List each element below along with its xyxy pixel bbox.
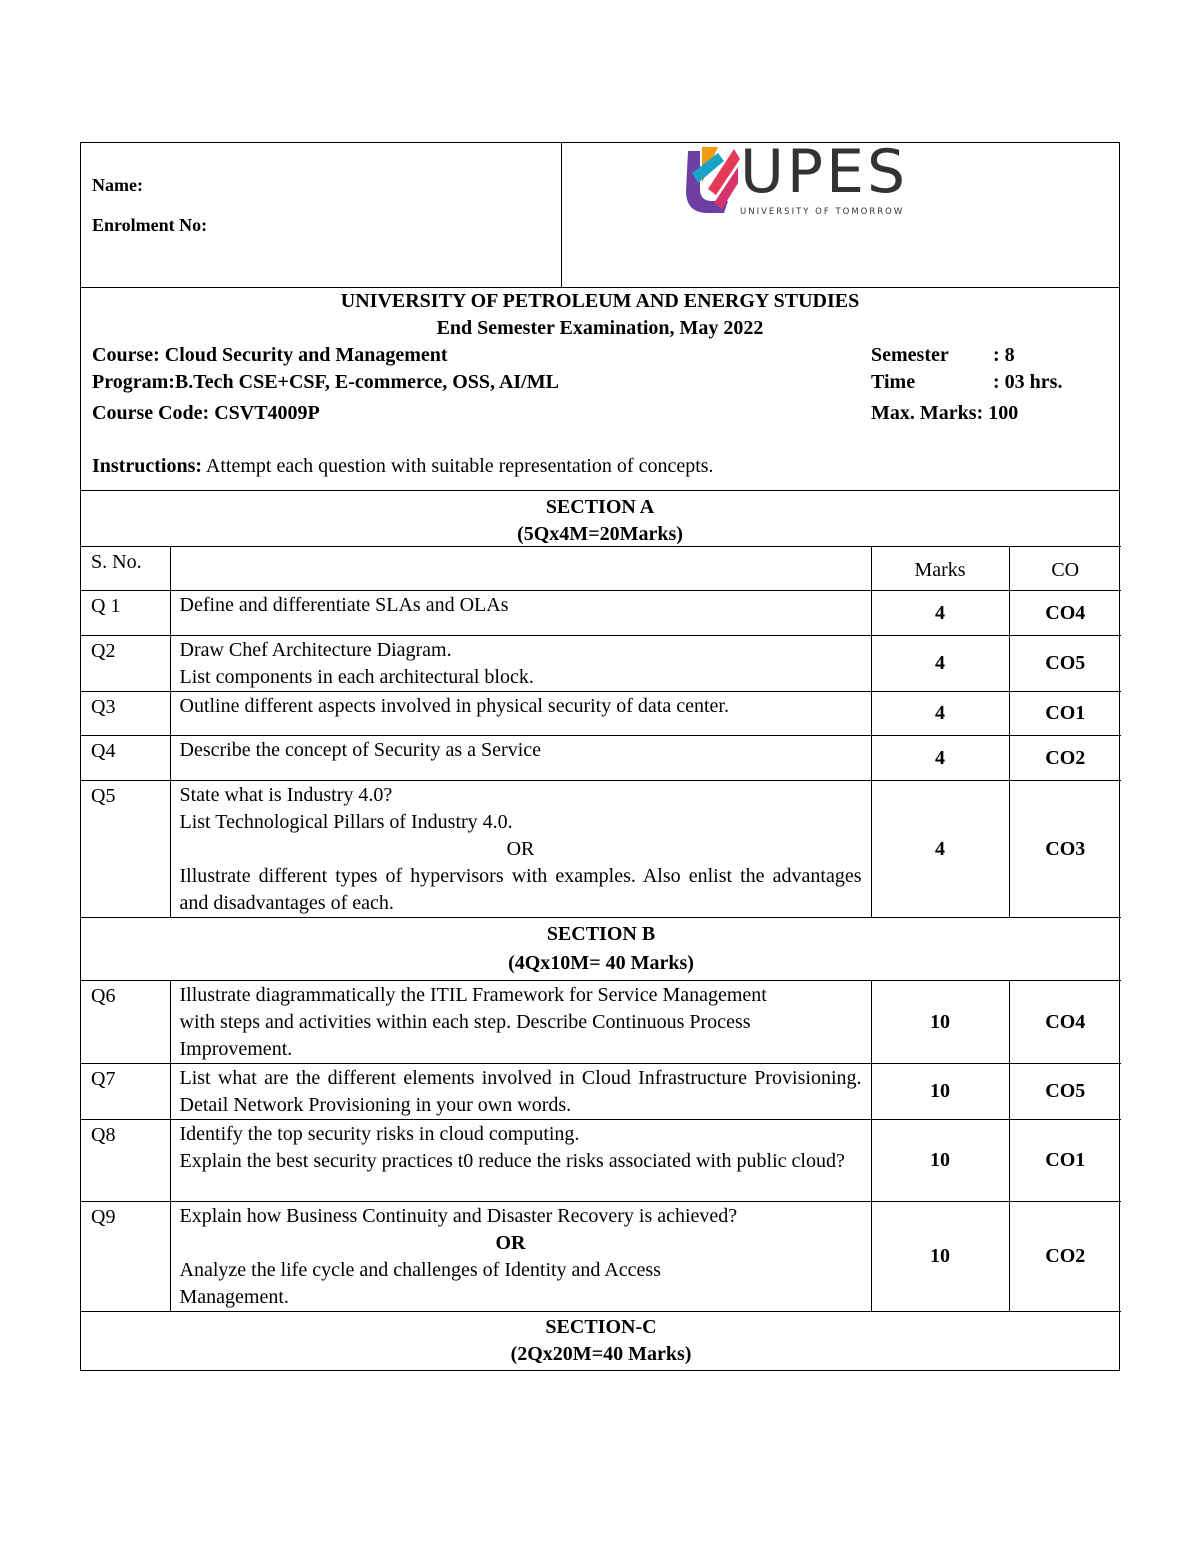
semester-value: : 8: [993, 344, 1015, 366]
question-text: Define and differentiate SLAs and OLAs: [170, 591, 871, 636]
question-marks: 4: [871, 781, 1009, 918]
question-text: [170, 636, 871, 692]
question-number: Q3: [81, 692, 170, 736]
question-text: Illustrate diagrammatically the ITIL Framework for Service Management with steps and activities within each step. Describe Continuous Process Improvement.: [170, 981, 871, 1064]
sno-header: S. No.: [81, 547, 170, 591]
section-a-title: SECTION A: [545, 496, 655, 518]
or-separator: OR: [495, 1232, 526, 1254]
table-row: [81, 781, 1121, 918]
question-text: [170, 1202, 871, 1312]
exam-paper: [80, 137, 1120, 1371]
question-line: List components in each architectural block.: [179, 666, 534, 688]
instructions-label: Instructions:: [92, 455, 203, 477]
question-marks: 4: [871, 636, 1009, 692]
paper-header: [81, 137, 1119, 287]
table-row: [81, 636, 1121, 692]
exam-title: End Semester Examination, May 2022: [436, 317, 764, 339]
question-co: CO5: [1009, 636, 1121, 692]
table-header-row: [81, 547, 1121, 591]
question-text: [170, 1120, 871, 1202]
questions-table: [81, 546, 1121, 1370]
logo-area: [562, 137, 1119, 287]
upes-emblem-icon: [678, 143, 740, 219]
question-line: Identify the top security risks in cloud computing.: [179, 1123, 580, 1145]
question-text: List what are the different elements involved in Cloud Infrastructure Provisioning. Detail Network Provisioning in your own words.: [170, 1064, 871, 1120]
question-number: Q 1: [81, 591, 170, 636]
question-text: Describe the concept of Security as a Service: [170, 736, 871, 781]
section-b-heading-row: [81, 918, 1121, 981]
table-row: [81, 692, 1121, 736]
question-co: CO1: [1009, 692, 1121, 736]
time-key: Time: [871, 371, 916, 393]
question-co: CO2: [1009, 736, 1121, 781]
question-number: Q7: [81, 1064, 170, 1120]
section-c-heading-row: [81, 1312, 1121, 1370]
question-line: Explain how Business Continuity and Disaster Recovery is achieved?: [179, 1205, 738, 1227]
question-line: State what is Industry 4.0?: [179, 784, 393, 806]
question-text: [170, 781, 871, 918]
or-separator: OR: [506, 838, 535, 860]
upes-logo: [678, 137, 918, 219]
question-marks: 10: [871, 1120, 1009, 1202]
question-line: List Technological Pillars of Industry 4.0.: [179, 811, 513, 833]
table-row: [81, 981, 1121, 1064]
name-label: Name:: [92, 175, 143, 195]
table-row: [81, 1064, 1121, 1120]
question-co: CO2: [1009, 1202, 1121, 1312]
university-name: UNIVERSITY OF PETROLEUM AND ENERGY STUDIES: [340, 290, 860, 312]
question-number: Q6: [81, 981, 170, 1064]
question-number: Q4: [81, 736, 170, 781]
question-marks: 10: [871, 1064, 1009, 1120]
logo-tagline: UNIVERSITY OF TOMORROW: [740, 207, 905, 217]
course-name: Course: Cloud Security and Management: [92, 344, 448, 366]
question-co: CO3: [1009, 781, 1121, 918]
section-b-title: SECTION B: [546, 923, 656, 945]
question-line: Illustrate different types of hypervisors with examples. Also enlist the advantages and disadvantages of each.: [179, 865, 862, 914]
table-row: [81, 1120, 1121, 1202]
exam-info: [81, 287, 1119, 490]
section-a-heading: [81, 490, 1119, 546]
section-b-heading: [81, 918, 1121, 981]
question-co: CO4: [1009, 981, 1121, 1064]
marks-header: Marks: [871, 547, 1009, 591]
candidate-details: [81, 143, 562, 287]
section-b-subtitle: (4Qx10M= 40 Marks): [508, 952, 694, 974]
instructions-text: Attempt each question with suitable representation of concepts.: [202, 455, 714, 477]
section-c-subtitle: (2Qx20M=40 Marks): [510, 1343, 692, 1365]
course-code: Course Code: CSVT4009P: [92, 402, 320, 424]
section-c-title: SECTION-C: [545, 1316, 657, 1338]
co-header: CO: [1009, 547, 1121, 591]
question-marks: 4: [871, 591, 1009, 636]
logo-wordmark: UPES: [740, 137, 909, 207]
question-line: Analyze the life cycle and challenges of Identity and Access Management.: [179, 1259, 661, 1308]
question-line: Explain the best security practices t0 reduce the risks associated with public cloud?: [179, 1150, 845, 1172]
question-co: CO1: [1009, 1120, 1121, 1202]
question-marks: 4: [871, 692, 1009, 736]
question-marks: 4: [871, 736, 1009, 781]
question-number: Q8: [81, 1120, 170, 1202]
question-line: Draw Chef Architecture Diagram.: [179, 639, 452, 661]
question-co: CO4: [1009, 591, 1121, 636]
instructions: [92, 455, 714, 478]
program-name: Program:B.Tech CSE+CSF, E-commerce, OSS, AI/ML: [92, 371, 559, 393]
table-row: [81, 591, 1121, 636]
question-number: Q9: [81, 1202, 170, 1312]
question-marks: 10: [871, 981, 1009, 1064]
question-marks: 10: [871, 1202, 1009, 1312]
semester-key: Semester: [871, 344, 949, 366]
table-row: [81, 736, 1121, 781]
section-a-subtitle: (5Qx4M=20Marks): [517, 523, 683, 545]
question-co: CO5: [1009, 1064, 1121, 1120]
question-header: [170, 547, 871, 591]
table-row: [81, 1202, 1121, 1312]
question-number: Q2: [81, 636, 170, 692]
max-marks: Max. Marks: 100: [871, 402, 1019, 424]
question-text: Outline different aspects involved in physical security of data center.: [170, 692, 871, 736]
section-c-heading: [81, 1312, 1121, 1370]
question-number: Q5: [81, 781, 170, 918]
enrolment-label: Enrolment No:: [92, 215, 208, 235]
time-value: : 03 hrs.: [993, 371, 1063, 393]
